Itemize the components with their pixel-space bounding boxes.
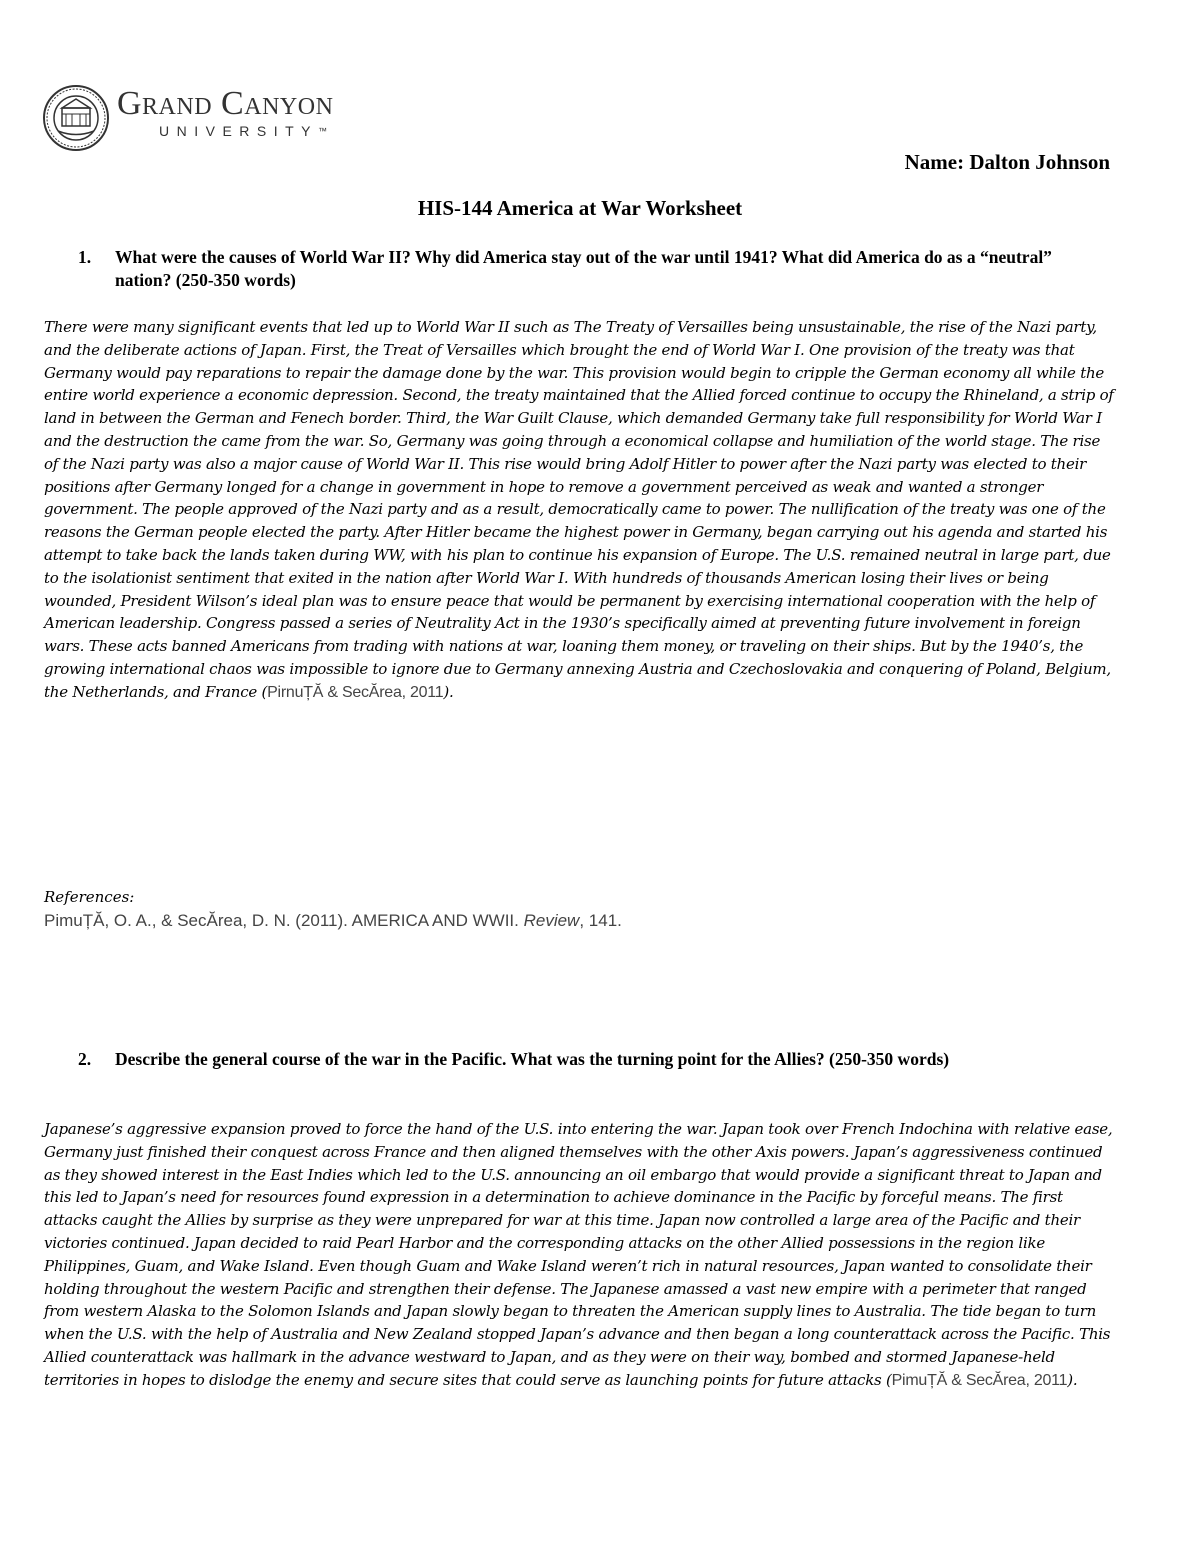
reference-pages: , 141.: [579, 911, 622, 930]
reference-authors: PimuȚĂ, O. A., & SecĂrea, D. N. (2011). AMERICA AND WWII.: [44, 911, 524, 930]
question-text: What were the causes of World War II? Why did America stay out of the war until 1941? What did America do as a “neutral” nation? (250-350 words): [115, 247, 1052, 290]
question-2: [78, 1048, 1108, 1071]
logo-subtitle: [159, 122, 333, 140]
answer-text: Japanese’s aggressive expansion proved to force the hand of the U.S. into entering the war. Japan took over French Indochina with relative ease, Germany just finished their conquest across France and then aligned themselves with the other Axis powers. Japan’s aggressiveness continued as they showed interest in the East Indies which led to the U.S. announcing an oil embargo that would provide a significant threat to Japan and this led to Japan’s need for resources found expression in a determination to achieve dominance in the Pacific by forceful means. The first attacks caught the Allies by surprise as they were unprepared for war at this time. Japan now controlled a large area of the Pacific and their victories continued. Japan decided to raid Pearl Harbor and the corresponding attacks on the other Allied possessions in the region like Philippines, Guam, and Wake Island. Even though Guam and Wake Island weren’t rich in natural resources, Japan wanted to consolidate their holding throughout the western Pacific and strengthen their defense. The Japanese amassed a vast new empire with a perimeter that ranged from western Alaska to the Solomon Islands and Japan slowly began to threaten the American supply lines to Australia. The tide began to turn when the U.S. with the help of Australia and New Zealand stopped Japan’s advance and then began a long counterattack across the Pacific. This Allied counterattack was hallmark in the advance westward to Japan, and as they were on their way, bombed and stormed Japanese-held territories in hopes to dislodge the enemy and secure sites that could serve as launching points for future attacks (: [44, 1120, 1113, 1389]
references-label: References:: [44, 888, 135, 906]
answer-text: There were many significant events that led up to World War II such as The Treaty of Versailles being unsustainable, the rise of the Nazi party, and the deliberate actions of Japan. First, the Treat of Versailles which brought the end of World War I. One provision of the treaty was that Germany would pay reparations to repair the damage done by the war. This provision would begin to cripple the German economy all while the entire world experience a economic depression. Second, the treaty maintained that the Allied forced continue to occupy the Rhineland, a strip of land in between the German and Fenech border. Third, the War Guilt Clause, which demanded Germany take full responsibility for World War I and the destruction the came from the war. So, Germany was going through a economical collapse and humiliation of the world stage. The rise of the Nazi party was also a major cause of World War II. This rise would bring Adolf Hitler to power after the Nazi party was elected to their positions after Germany longed for a change in government in hope to remove a government perceived as weak and wanted a stronger government. The people approved of the Nazi party and as a result, democratically came to power. The nullification of the treaty was one of the reasons the German people elected the party. After Hitler became the highest power in Germany, began carrying out his agenda and started his attempt to take back the lands taken during WW, with his plan to continue his expansion of Europe. The U.S. remained neutral in large part, due to the isolationist sentiment that exited in the nation after World War I. With hundreds of thousands American losing their lives or being wounded, President Wilson’s ideal plan was to ensure peace that would be permanent by exercising international cooperation with the help of American leadership. Congress passed a series of Neutrality Act in the 1930’s specifically aimed at preventing future involvement in foreign wars. These acts banned Americans from trading with nations at war, loaning them money, or traveling on their ships. But by the 1940’s, the growing international chaos was impossible to ignore due to Germany annexing Austria and Czechoslovakia and conquering of Poland, Belgium, the Netherlands, and France (: [44, 318, 1114, 701]
answer-2: [44, 1118, 1114, 1393]
answer-citation: PirnuȚĂ & SecĂrea, 2011: [267, 683, 444, 701]
student-name: Name: Dalton Johnson: [904, 150, 1110, 174]
question-number: 1.: [78, 247, 92, 267]
university-logo: [42, 84, 362, 154]
university-seal-icon: [42, 84, 110, 152]
logo-wordmark: [117, 86, 333, 140]
answer-1: [44, 316, 1114, 705]
logo-trademark: ™: [318, 126, 328, 136]
logo-name: Grand Canyon: [117, 85, 334, 122]
answer-closing: ).: [1067, 1370, 1078, 1389]
question-1: [78, 246, 1108, 292]
reference-entry: [44, 911, 622, 931]
reference-journal: Review: [523, 911, 580, 930]
answer-citation: PimuȚĂ & SecĂrea, 2011: [891, 1371, 1068, 1389]
page-title: HIS-144 America at War Worksheet: [417, 196, 743, 220]
answer-closing: ).: [443, 682, 454, 701]
logo-subtitle-text: UNIVERSITY: [159, 123, 319, 139]
question-text: Describe the general course of the war in the Pacific. What was the turning point for the Allies? (250-350 words): [115, 1049, 950, 1069]
question-number: 2.: [78, 1049, 92, 1069]
